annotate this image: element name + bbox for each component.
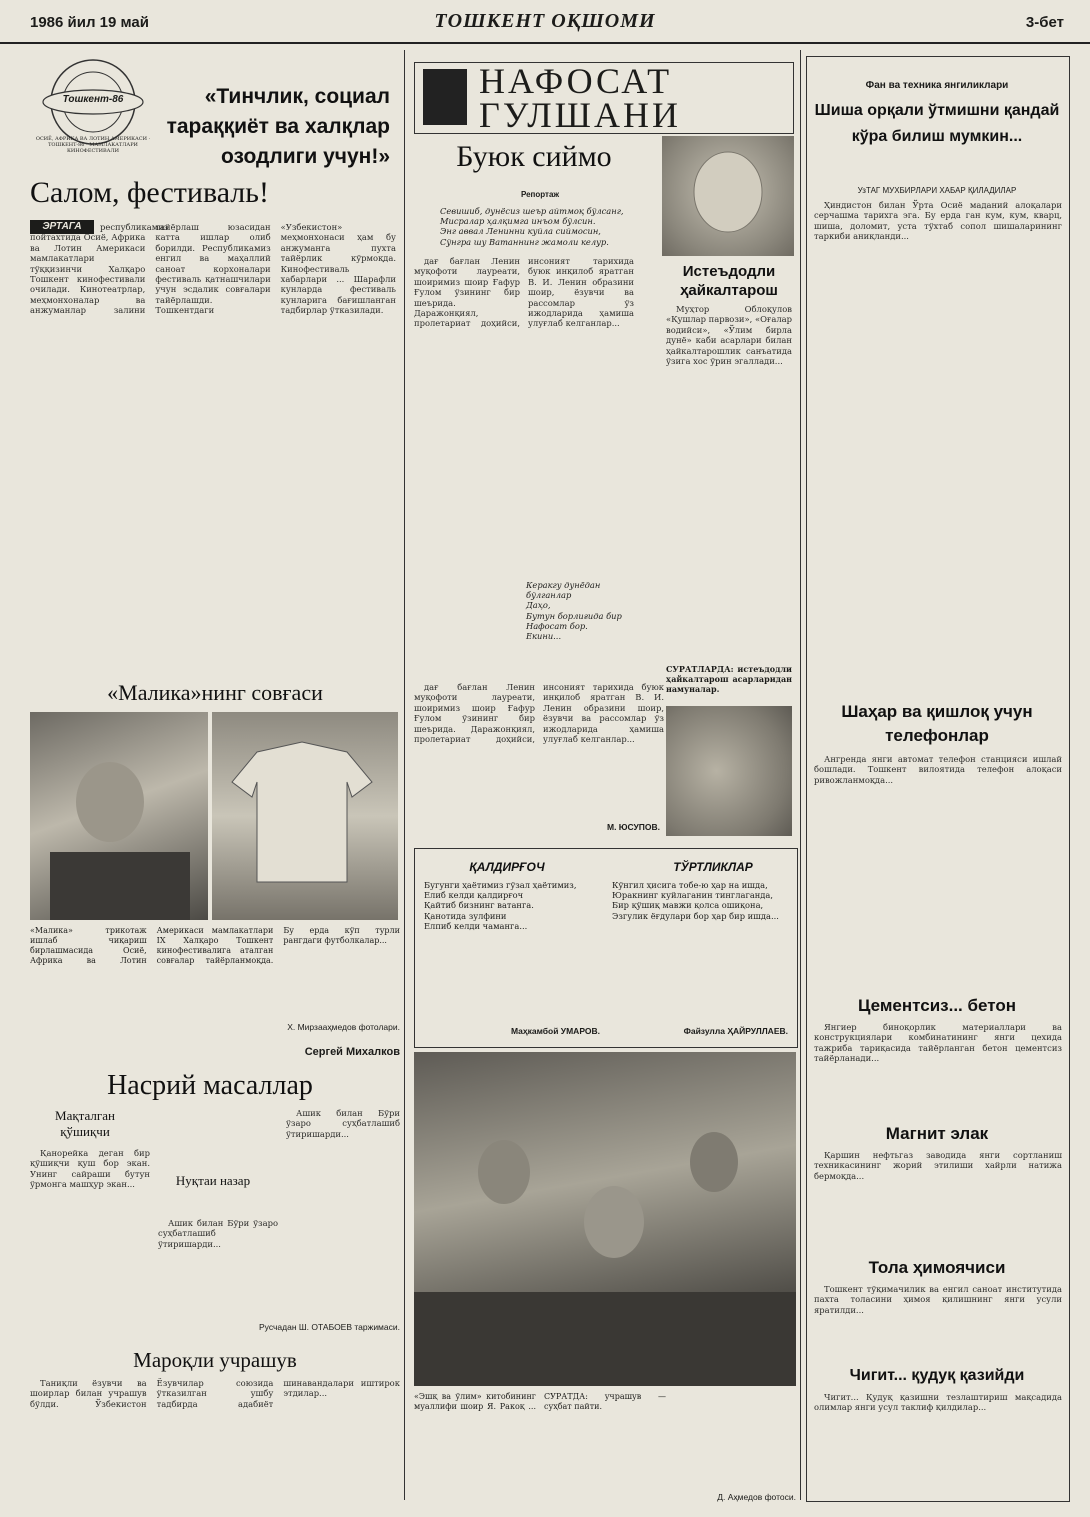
turtliklar-title: ТЎРТЛИКЛАР (673, 860, 753, 874)
sculpture-photo (666, 706, 792, 836)
glass-title: Шиша орқали ўтмишни қандай кўра билиш мумкин... (814, 102, 1060, 145)
masthead (0, 0, 1090, 44)
malika-caption: «Малика» трикотаж ишлаб чиқариш бирлашмасида Осиё, Африка ва Лотин Америкаси мамлакатлари IX Халқаро Тошкент кинофестивалига аталган совғалар тайёрланмоқда. Бу ерда кўп турли рангдаги футболкалар... (30, 926, 400, 965)
meeting-title: Мароқли учрашув (133, 1348, 297, 1372)
glass-body: Ҳиндистон билан Ўрта Осиё маданий алоқалари серчашма тарихга эга. Бу ерда ган кум, кум, кварц, шиша, доломит, уста тўхтаб сопол шишаларининг таркиби аниқланди... (814, 200, 1062, 242)
nafosat-logo-bottom: ГУЛШАНИ (479, 95, 681, 135)
festival-slogan: «Тинчлик, социал тараққиёт ва халқлар озодлиги учун!» (166, 85, 390, 168)
article-verse: Керакгу дунёдан бўлганлар Даҳо, Бутун борлиғида бир Нафосат бор. Екини... (526, 580, 622, 642)
festival-rubric: ЭРТАГА (30, 220, 94, 234)
page-number: 3-бет (1025, 14, 1064, 31)
festival-title: Салом, фестиваль! (30, 176, 269, 209)
seed-body: Чигит... Қудуқ қазишни тезлаштириш мақсадида олимлар янги усул таклиф қилдилар... (814, 1392, 1062, 1413)
malika-title: «Малика»нинг совғаси (107, 680, 323, 705)
article-body-cont: дағ бағлан Ленин муқофоти лауреати, шоиримиз шоир Ғафур Ғулом ўзининг бир шеърида. Даражонқиял, пролетариат доҳийси, инсоният тарихида буюк инқилоб яратган В. И. Ленин образини шоир, ёзувчи ва рассомлар ўз ижодларида ҳамиша улуғлаб келганлар... (414, 682, 664, 745)
fable2-body-cont: Ашик билан Бўри ўзаро суҳбатлашиб ўтиришарди... (286, 1108, 400, 1139)
meeting-photo-credit: Д. Аҳмедов фотоси. (717, 1492, 796, 1502)
meeting-photo (414, 1052, 796, 1386)
fables-title: Насрий масаллар (107, 1070, 313, 1101)
fable1-title: Мақталган қўшиқчи (55, 1108, 115, 1139)
newspaper-title: ТОШКЕНТ ОҚШОМИ (434, 10, 656, 32)
fable2-body: Ашик билан Бўри ўзаро суҳбатлашиб ўтиришарди... (158, 1218, 278, 1249)
issue-date: 1986 йил 19 май (30, 14, 149, 31)
kaldirgoch-author: Маҳкамбой УМАРОВ. (510, 1026, 600, 1036)
seed-title: Чигит... қудуқ қазийди (849, 1367, 1025, 1384)
sculptor-caption: СУРАТЛАРДА: истеъдодли ҳайкалтарош асарларидан намуналар. (666, 664, 792, 694)
lenin-bust-photo (662, 136, 794, 256)
turtliklar-author: Файзулла ҲАЙРУЛЛАЕВ. (683, 1026, 788, 1036)
festival-emblem (28, 56, 158, 154)
article-author: М. ЮСУПОВ. (607, 822, 660, 832)
emblem-text: ОСИЁ, АФРИКА ВА ЛОТИН АМЕРИКАСИ · ТОШКЕНТ-86 · МАМЛАКАТЛАРИ КИНОФЕСТИВАЛИ (35, 136, 151, 154)
emblem-logo: Тошкент-86 (62, 94, 124, 105)
cement-body: Янгиер биноқорлик материаллари ва конструкциялари комбинатининг янги цехида тажриба тариқасида тайёрланган бетон цементсиз тайёрланади... (814, 1022, 1062, 1064)
mikhalkov-author: Сергей Михалков (304, 1046, 400, 1058)
nafosat-logo-top: НАФОСАТ (479, 61, 673, 101)
fables-translator: Русчадан Ш. ОТАБОЕВ таржимаси. (259, 1322, 400, 1332)
turtliklar-poem: Кўнгил ҳисига тобе-ю ҳар на ишда, Юракнинг куйлаганин тинглаганда, Бир қўшиқ мавжи қолса ошиқона, Эзгулик ёғдулари бор ҳар бир ишда... (612, 880, 779, 921)
article-title: Буюк сиймо (456, 140, 612, 173)
sculptor-title: Истеъдодли ҳайкалтарош (680, 263, 778, 299)
cement-title: Цементсиз... бетон (858, 996, 1016, 1015)
fiber-body: Тошкент тўқимачилик ва енгил саноат институтида пахта толасини ҳимоя қилишнинг янги усули яратилди... (814, 1284, 1062, 1315)
fiber-title: Тола ҳимоячиси (868, 1258, 1006, 1277)
phones-title: Шаҳар ва қишлоқ учун телефонлар (841, 702, 1033, 745)
divider-right (800, 50, 801, 1500)
meeting-body: Таниқли ёзувчи ва шоирлар билан учрашув бўлди. Ўзбекистон Ёзувчилар союзида ўтказилган ушбу тадбирда адабиёт шинавандалари иштирок этдилар... (30, 1378, 400, 1409)
malika-photo-shirt (212, 712, 398, 920)
malika-photo-credit: Х. Мирзааҳмедов фотолари. (287, 1022, 400, 1032)
article-body: дағ бағлан Ленин муқофоти лауреати, шоиримиз шоир Ғафур Ғулом ўзининг бир шеърида. Даражонқиял, пролетариат доҳийси, инсоният тарихида буюк инқилоб яратган В. И. Ленин образини шоир, ёзувчи ва рассомлар ўз ижодларида ҳамиша улуғлаб келганлар... (414, 256, 634, 329)
festival-body: республикамиз пойтахтида Осиё, Африка ва Лотин Америкаси мамлакатлари тўққизинчи Халқаро Тошкент кинофестивали очилади. Кинотеатрлар, меҳмонхоналар ва анжуманлар залини тайёрлаш юзасидан катта ишлар олиб борилди. Республикамиз енгил ва маҳаллий саноат корхоналари фестиваль қатнашчилари учун эсдалик совғалари тайёрлашди. Тошкентдаги «Узбекистон» меҳмонхонаси ҳам бу анжуманга пухта тайёрлик кўрмоқда. Кинофестиваль хабарлари ... Шарафли кунларда фестиваль кунларига бағишланган тадбирлар ўтказилади. (30, 222, 396, 316)
glass-author: УзТАГ МУХБИРЛАРИ ХАБАР ҚИЛАДИЛАР (857, 186, 1017, 195)
phones-body: Ангренда янги автомат телефон станцияси ишлай бошлади. Тошкент вилоятида телефон алоқаси ривожланмоқда... (814, 754, 1062, 785)
malika-photo-worker (30, 712, 208, 920)
kaldirgoch-title: ҚАЛДИРҒОЧ (469, 860, 545, 874)
sieve-body: Қаршин нефтьгаз заводида янги сортланиш техникасининг жорий этилиши хайрли натижа бермоқда... (814, 1150, 1062, 1181)
meeting-caption: «Эшқ ва ўлим» китобининг муаллифи шоир Я. Ракоқ ... СУРАТДА: учрашув — суҳбат пайти. (414, 1392, 666, 1411)
fable1-body: Қанорейка деган бир қўшиқчи қуш бор экан. Унинг сайраши бутун ўрмонга машҳур экан... (30, 1148, 150, 1190)
article-epigraph: Севишиб, дунёсиз шеър айтмоқ бўлсанг, Мисралар ҳалқимга инъом бўлсин. Энг аввал Ленинни куйла сиймосин, Сўнгра шу Ватаннинг жамоли келур. (440, 206, 624, 247)
nafosat-logo (414, 62, 794, 134)
sieve-title: Магнит элак (885, 1124, 989, 1143)
fable2-title: Нуқтаи назар (175, 1173, 251, 1188)
divider-left (404, 50, 405, 1500)
article-rubric: Репортаж (520, 190, 560, 199)
kaldirgoch-poem: Бугунги ҳаётимиз гўзал ҳаётимиз, Елиб келди қалдирғоч Қайтиб бизнинг ватанга. Қанотида зулфини Елпиб келди чаманга... (424, 880, 577, 931)
science-rubric: Фан ва техника янгиликлари (865, 80, 1009, 91)
sculptor-body: Муҳтор Облоқулов «Қушлар парвози», «Оғалар водийси», «Ўлим бирла дунё» каби асарлари билан ҳайкалтарошлик санъатида ўзига хос ўрин эгаллади... (666, 304, 792, 367)
nafosat-emblem (423, 69, 467, 125)
